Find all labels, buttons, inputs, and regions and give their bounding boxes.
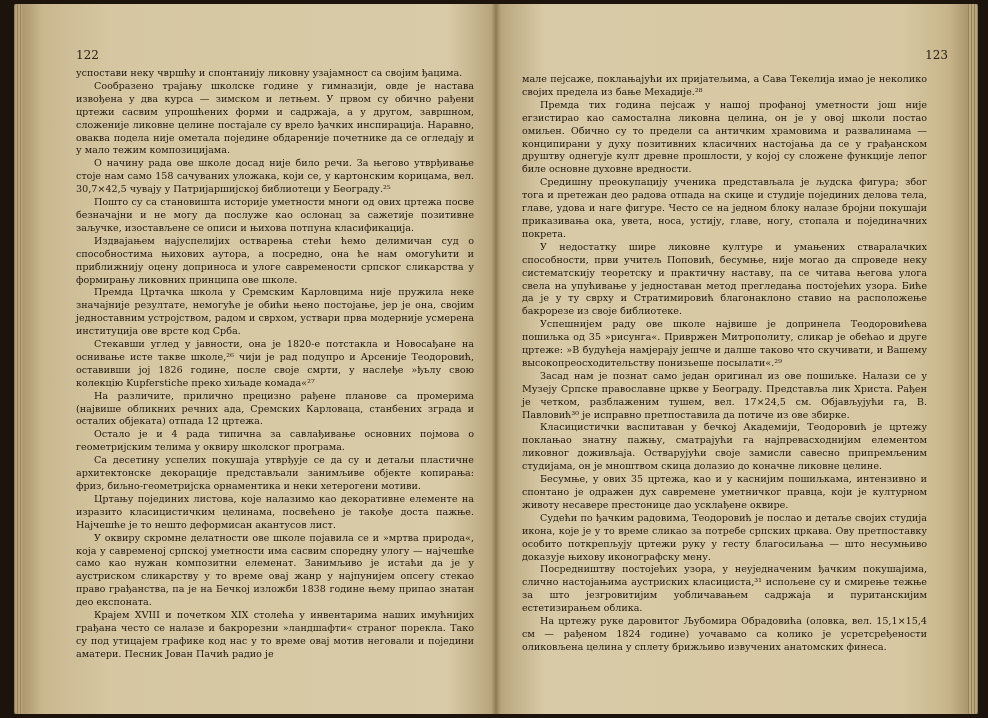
paragraph: Средишну преокупацију ученика представљала је људска фигура; због тога и претежан део радова отпада на скице и студије појединих делова тела, главе, удова и наге фигуре. Често се на једном блоку налазе бројни покушаји приказивања ока, увета, носа, устију, главе, ногу, стопала и појединачних покрета. bbox=[522, 177, 927, 240]
paragraph: Са десетину успелих покушаја утврђује се да су и детаљи пластичне архитектонске декорације представљали занимљиве објекте копирања: фриз, биљно-геометријска орнаментика и неки хетерогени мотиви. bbox=[76, 455, 474, 492]
paragraph: Бесумње, у ових 35 цртежа, као и у каснијим пошиљкама, интензивно и спонтано је одражен дух савремене уметничког правца, који је културном животу несавере престонице дао усклађене оквире. bbox=[522, 474, 927, 511]
right-page-edge bbox=[968, 4, 978, 714]
paragraph: Успешнијем раду ове школе највише је допринела Теодоровићева пошиљка од 35 »рисунга«. Привржен Митрополиту, сликар је обећао и друге цртеже: »В будућеја намјерају јешче и далше таково что скучивати, и Вашему высокопреосходительству понизьеше посылати«.²⁹ bbox=[522, 319, 927, 369]
paragraph: Остало је и 4 рада типична за савлађивање основних појмова о геометријским телима у оквиру школског програма. bbox=[76, 429, 474, 454]
paragraph: успостави неку чвршћу и спонтанију ликовну узајамност са својим ђацима. bbox=[76, 68, 463, 79]
paragraph: Посредништву постојећих узора, у неуједначеним ђачким покушајима, слично настојањима аустриских класициста,³¹ испољене су и смирење тежње за што језгровитијим уобличавањем садржаја и пуританскијим естетизирањем облика. bbox=[522, 564, 927, 615]
paragraph: Пошто су са становишта историје уметности многи од ових цртежа посве безначајни и не могу да послуже као ослонац за сажетије позитивне заључке, изостављене се описи и њихова потпуна класификација. bbox=[76, 197, 474, 234]
paragraph: Стекавши углед у јавности, она је 1820-е потстакла и Новосађане на оснивање исте такве школе,²⁶ чији је рад подупро и Арсеније Теодоровић, оставивши јој 1826 године, после своје смрти, у наслеђе »ђълу свою колекцію Kupferstiche преко хиљаде комада«²⁷ bbox=[76, 339, 474, 389]
paragraph: На цртежу руке даровитог Љубомира Обрадовића (оловка, вел. 15,1×15,4 см — рађеном 1824 године) уочавамо са колико је усретсређености оликовљена целина у сплету брижљиво извучених анатомских финеса. bbox=[522, 616, 927, 653]
paragraph: Издвајањем најуспелијих остварења стећи ћемо делимичан суд о способностима њихових аутора, а посредно, она ће нам омогућити и приближнију оцену доприноса и улоге савремености српског сликарства у формирању ликовних принципа ове школе. bbox=[76, 235, 474, 286]
paragraph: Судећи по ђачким радовима, Теодоровић је послао и детаље својих студија икона, које је у то време сликао за потребе српских цркава. Ову претпоставку особито поткрепљују цртежи руку у гесту благосиљања — што несумњиво доказује њихову иконографску мену. bbox=[522, 512, 927, 563]
paragraph: Премда тих година пејсаж у нашој профаној уметности још није егзистирао као самостална ликовна целина, он је у овој школи постао омиљен. Обично су то предели са античким храмовима и развалинама — конципирани у духу позитивних класичних настојања да се у грађанском друштву однегује култ древне прошлости, у којој су сложене функције лепог биле основне духовне вредности. bbox=[522, 99, 927, 176]
left-page-edge bbox=[14, 4, 22, 714]
left-page bbox=[14, 4, 496, 714]
paragraph: Класицистички васпитаван у бечкој Академији, Теодоровић је цртежу поклањао знатну пажњу, сматрајући га најпревасходнијим елементом ликовног доживљаја. Остварујући своје замисли савесно припремљеним студијама, он је мноштвом скица долазио до коначне ликовне целине. bbox=[522, 422, 927, 473]
right-page-number: 123 bbox=[925, 48, 948, 62]
paragraph: Премда Цртачка школа у Сремским Карловцима није пружила неке значајније резултате, немогуће је обићи њено постојање, јер је она, својим једноставним устројством, радом и сврхом, уствари прва модерније усмерена институција ове врсте код Срба. bbox=[76, 287, 474, 338]
right-page bbox=[496, 4, 978, 714]
book-spread bbox=[14, 4, 978, 714]
left-page-number: 122 bbox=[76, 48, 99, 62]
paragraph: У недостатку шире ликовне културе и умањених стваралачких способности, први учитељ Поповић, бесумње, није могао да спроведе неку систематскију теоретску и практичну наставу, па се читава његова улога свела на упућивање у једноставан метод прегледања постојећих узора. Биће да је у ту сврху и Стратимировић благонаклоно ставио на расположење бакрорезе из своје библиотеке. bbox=[522, 241, 927, 318]
paragraph: У оквиру скромне делатности ове школе појавила се и »мртва природа«, која у савременој српској уметности има сасвим споредну улогу — најчешће само као нужан композитни елеменат. Занимљиво је истаћи да је у аустриском сликарству у то време овај жанр у најпунијем опсегу стекао право грађанства, па је на Бечкој изложби 1838 године њему припао знатан део експоната. bbox=[76, 532, 474, 609]
right-page-text bbox=[522, 74, 927, 655]
paragraph: Сообразено трајању школске године у гимназији, овде је настава извођена у два курса — зимском и летњем. У првом су обично рађени цртежи сасвим упрошћених форми и садржаја, а у другом, завршном, сложеније ликовне целине постајале су врело ђачких инспирација. Наравно, оваква подела није ометала поједине обдареније почетнике да се огледају и у мало тежим композицијама. bbox=[76, 80, 474, 157]
paragraph: Крајем XVIII и почетком XIX столећа у инвентарима наших имућнијих грађана често се налазе и бакрорезни »ландшафти« страног порекла. Тако су под утицајем графике код нас у то време овај мотив неговали и поједини аматери. Песник Јован Пачић радио је bbox=[76, 610, 474, 660]
paragraph: На различите, прилично прецизно рађене планове са промерима (највише обликних речних ада, Сремских Карловаца, станбених зграда и осталих објеката) отпада 12 цртежа. bbox=[76, 390, 474, 428]
paragraph: мале пејсаже, поклањајући их пријатељима, а Сава Текелија имао је неколико својих предела из бање Мехадије.²⁸ bbox=[522, 74, 927, 98]
left-page-text bbox=[76, 68, 474, 662]
paragraph: Засад нам је познат само један оригинал из ове пошиљке. Налази се у Музеју Српске православне цркве у Београду. Представља лик Христа. Рађен је четком, разблаженим тушем, вел. 17×24,5 см. Објављујући га, В. Павловић³⁰ је исправно претпоставила да потиче из ове збирке. bbox=[522, 370, 927, 421]
paragraph: О начину рада ове школе досад није било речи. За његово утврђивање стоје нам само 158 сачуваних уложака, који се, у картонским корицама, вел. 30,7×42,5 чувају у Патријаршијској библиотеци у Београду.²⁵ bbox=[76, 158, 474, 196]
paragraph: Цртању појединих листова, које налазимо као декоративне елементе на изразито класицистичким целинама, посвећено је такође доста пажње. Најчешће је то нешто деформисан акантусов лист. bbox=[76, 493, 474, 531]
